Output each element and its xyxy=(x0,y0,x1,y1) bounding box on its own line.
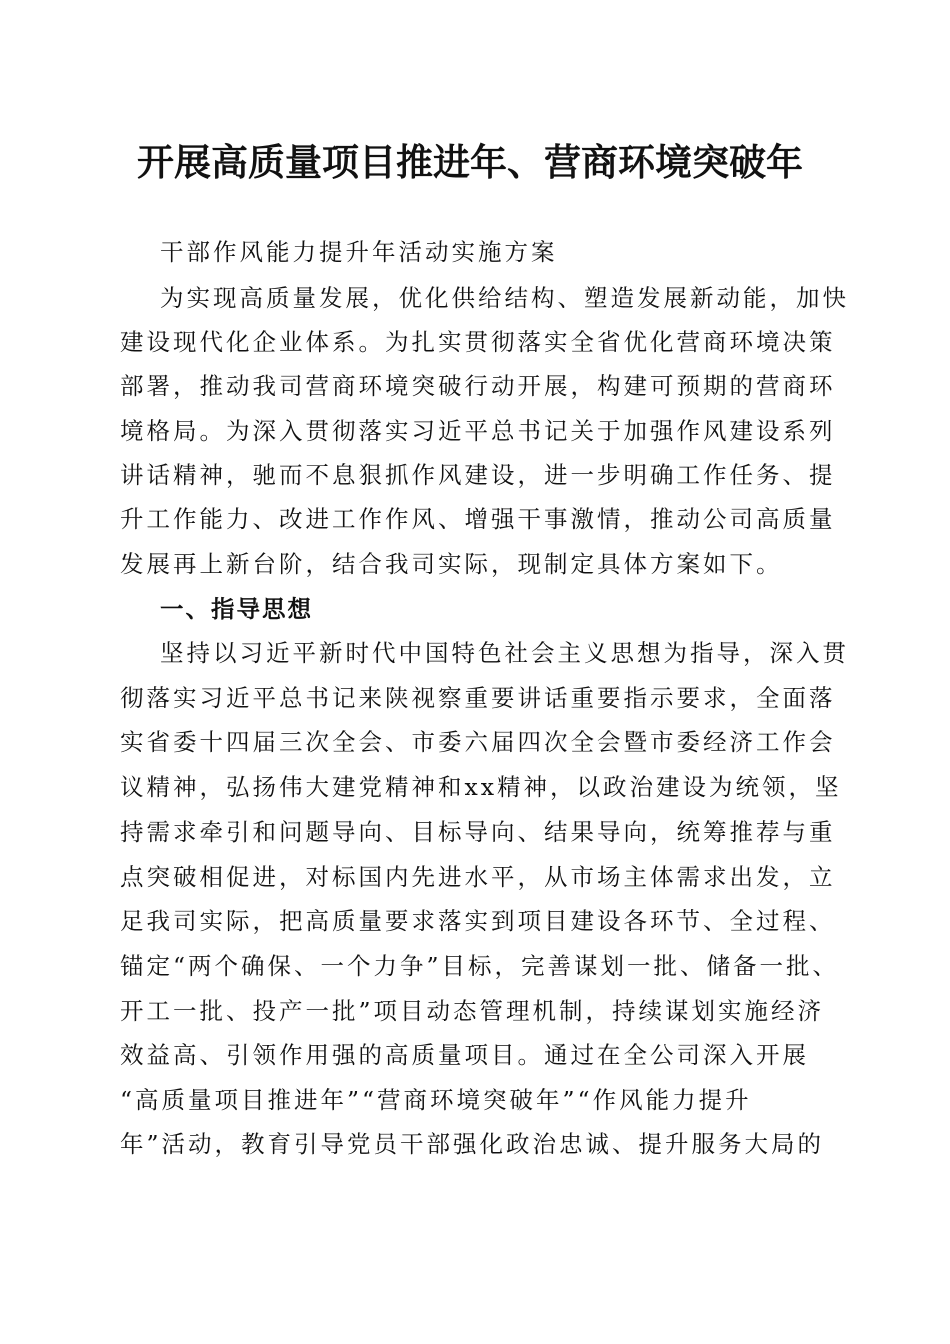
paragraph-line: “高质量项目推进年”“营商环境突破年”“作风能力提升 xyxy=(120,1086,752,1114)
paragraph-line: 建设现代化企业体系。为扎实贯彻落实全省优化营商环境决策 xyxy=(120,328,836,356)
paragraph-line: 年”活动，教育引导党员干部强化政治忠诚、提升服务大局的 xyxy=(120,1130,825,1158)
paragraph-line: 部署，推动我司营商环境突破行动开展，构建可预期的营商环 xyxy=(120,372,836,400)
paragraph-line: 点突破相促进，对标国内先进水平，从市场主体需求出发，立 xyxy=(120,863,836,891)
paragraph-line: 足我司实际，把高质量要求落实到项目建设各环节、全过程、 xyxy=(120,907,836,935)
paragraph-line: 开工一批、投产一批”项目动态管理机制，持续谋划实施经济 xyxy=(120,997,825,1025)
paragraph-line: 议精神，弘扬伟大建党精神和xx精神，以政治建设为统领，坚 xyxy=(120,773,842,801)
document-title: 开展高质量项目推进年、营商环境突破年 xyxy=(137,140,803,184)
paragraph-line: 彻落实习近平总书记来陕视察重要讲话重要指示要求，全面落 xyxy=(120,684,836,712)
paragraph-line: 持需求牵引和问题导向、目标导向、结果导向，统筹推荐与重 xyxy=(120,818,836,846)
paragraph-line: 发展再上新台阶，结合我司实际，现制定具体方案如下。 xyxy=(120,550,783,578)
section-heading: 一、指导思想 xyxy=(160,595,313,623)
paragraph-line: 境格局。为深入贯彻落实习近平总书记关于加强作风建设系列 xyxy=(120,417,836,445)
paragraph-line: 升工作能力、改进工作作风、增强干事激情，推动公司高质量 xyxy=(120,505,836,533)
paragraph-line: 效益高、引领作用强的高质量项目。通过在全公司深入开展 xyxy=(120,1041,809,1069)
paragraph-line: 锚定“两个确保、一个力争”目标，完善谋划一批、储备一批、 xyxy=(120,952,840,980)
paragraph-line: 实省委十四届三次全会、市委六届四次全会暨市委经济工作会 xyxy=(120,728,836,756)
document-subtitle: 干部作风能力提升年活动实施方案 xyxy=(160,238,558,266)
paragraph-line: 为实现高质量发展，优化供给结构、塑造发展新动能，加快 xyxy=(160,284,849,312)
paragraph-line: 坚持以习近平新时代中国特色社会主义思想为指导，深入贯 xyxy=(160,639,849,667)
paragraph-line: 讲话精神，驰而不息狠抓作风建设，进一步明确工作任务、提 xyxy=(120,461,836,489)
